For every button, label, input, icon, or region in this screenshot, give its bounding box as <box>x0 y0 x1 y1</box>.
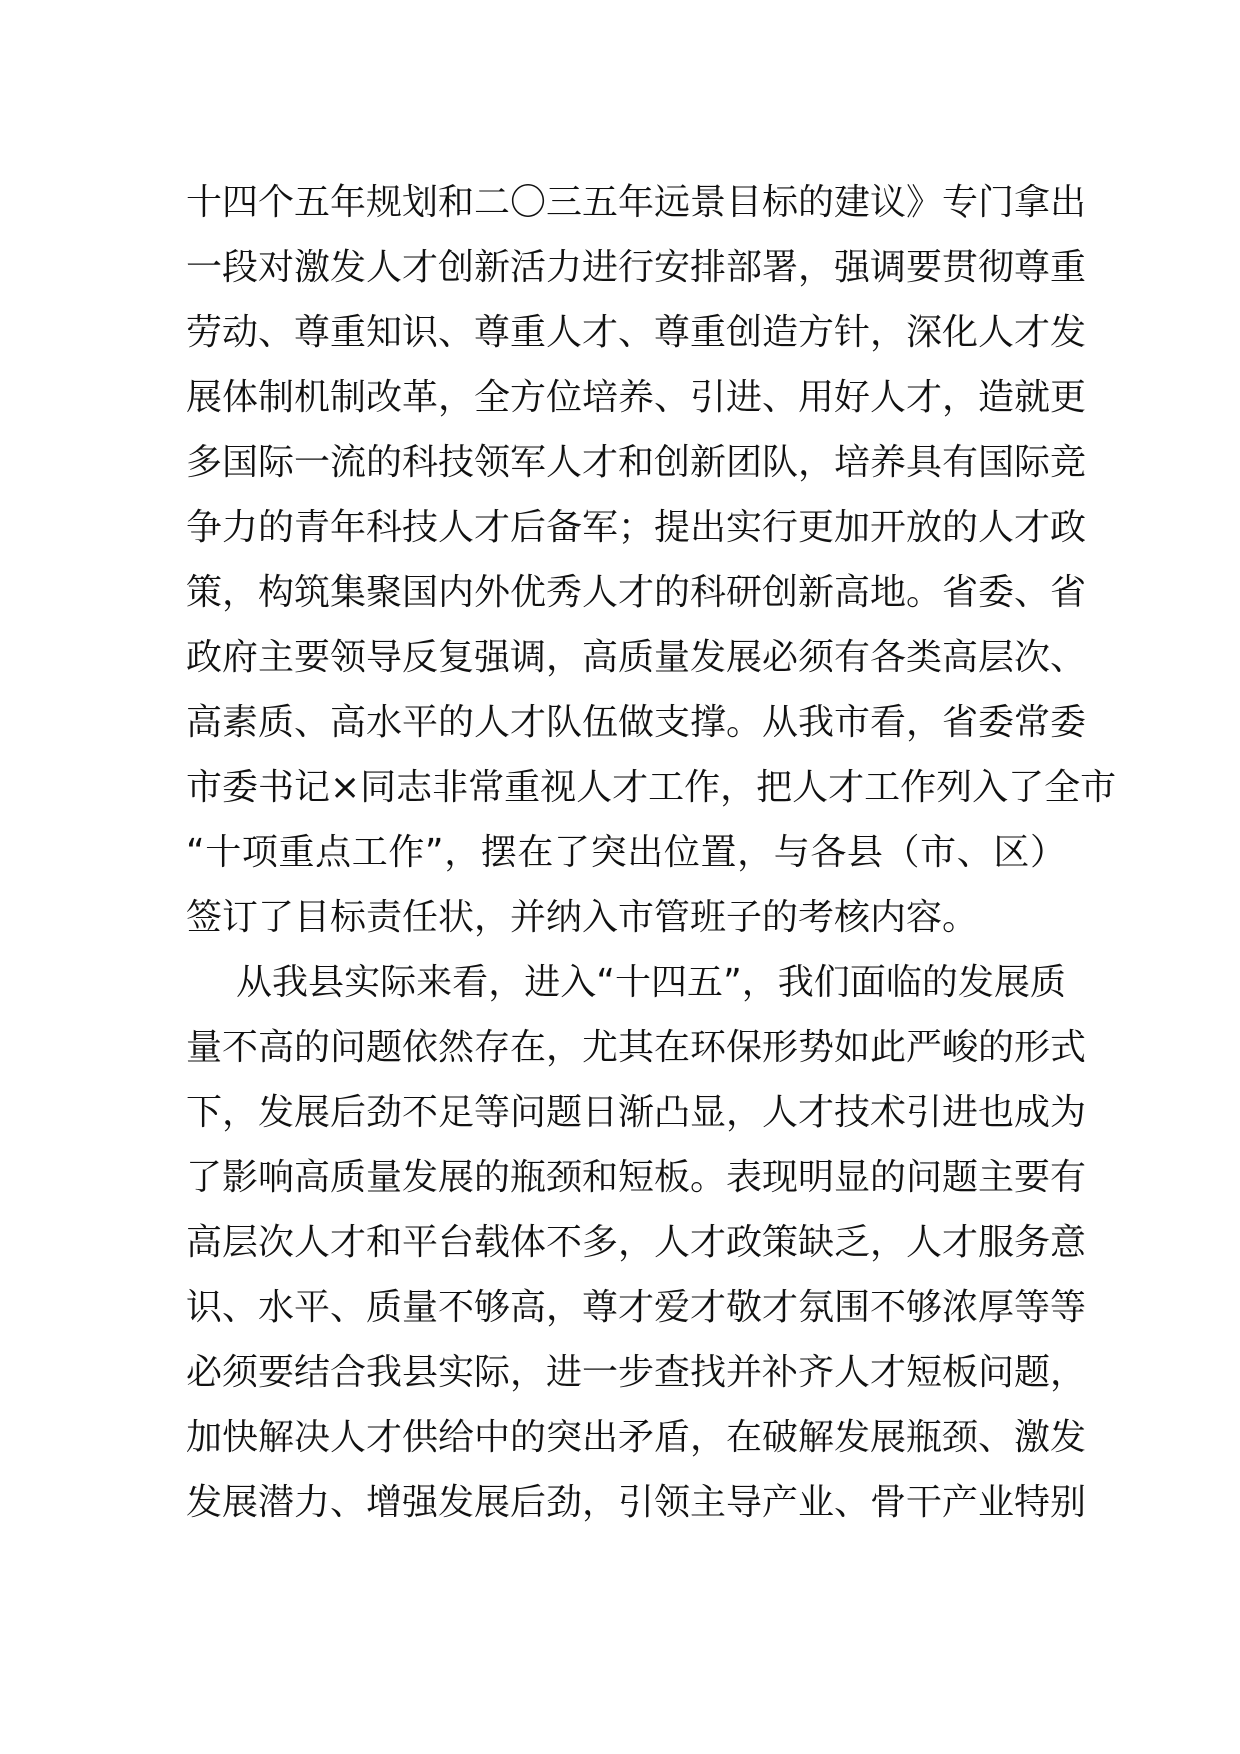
text-line: 策，构筑集聚国内外优秀人才的科研创新高地。省委、省 <box>186 572 1087 613</box>
text-line: 多国际一流的科技领军人才和创新团队，培养具有国际竞 <box>186 442 1087 483</box>
text-line: 发展潜力、增强发展后劲，引领主导产业、骨干产业特别 <box>186 1482 1087 1523</box>
text-line: 高层次人才和平台载体不多，人才政策缺乏，人才服务意 <box>186 1222 1087 1263</box>
text-line: 政府主要领导反复强调，高质量发展必须有各类高层次、 <box>186 637 1087 678</box>
text-line: 一段对激发人才创新活力进行安排部署，强调要贯彻尊重 <box>186 247 1087 288</box>
text-line: 劳动、尊重知识、尊重人才、尊重创造方针，深化人才发 <box>186 312 1087 353</box>
text-line: 量不高的问题依然存在，尤其在环保形势如此严峻的形式 <box>186 1027 1087 1068</box>
text-line: 必须要结合我县实际，进一步查找并补齐人才短板问题， <box>186 1352 1087 1393</box>
text-line: 下，发展后劲不足等问题日渐凸显，人才技术引进也成为 <box>186 1092 1087 1133</box>
text-line: 签订了目标责任状，并纳入市管班子的考核内容。 <box>186 897 979 938</box>
text-line: 高素质、高水平的人才队伍做支撑。从我市看，省委常委 <box>186 702 1087 743</box>
text-line: 了影响高质量发展的瓶颈和短板。表现明显的问题主要有 <box>186 1157 1087 1198</box>
paragraph-1 <box>186 170 1117 950</box>
text-line: 识、水平、质量不够高，尊才爱才敬才氛围不够浓厚等等 <box>186 1287 1087 1328</box>
text-line: 市委书记×同志非常重视人才工作，把人才工作列入了全市 <box>186 767 1117 808</box>
text-line: 争力的青年科技人才后备军；提出实行更加开放的人才政 <box>186 507 1087 548</box>
body-text <box>186 170 1117 1535</box>
text-line: 十四个五年规划和二〇三五年远景目标的建议》专门拿出 <box>186 182 1087 223</box>
paragraph-2 <box>186 950 1087 1535</box>
text-line: 加快解决人才供给中的突出矛盾，在破解发展瓶颈、激发 <box>186 1417 1087 1458</box>
text-line: 展体制机制改革，全方位培养、引进、用好人才，造就更 <box>186 377 1087 418</box>
text-line: 从我县实际来看，进入“十四五”，我们面临的发展质 <box>236 962 1066 1003</box>
text-line: “十项重点工作”，摆在了突出位置，与各县（市、区） <box>186 832 1066 873</box>
